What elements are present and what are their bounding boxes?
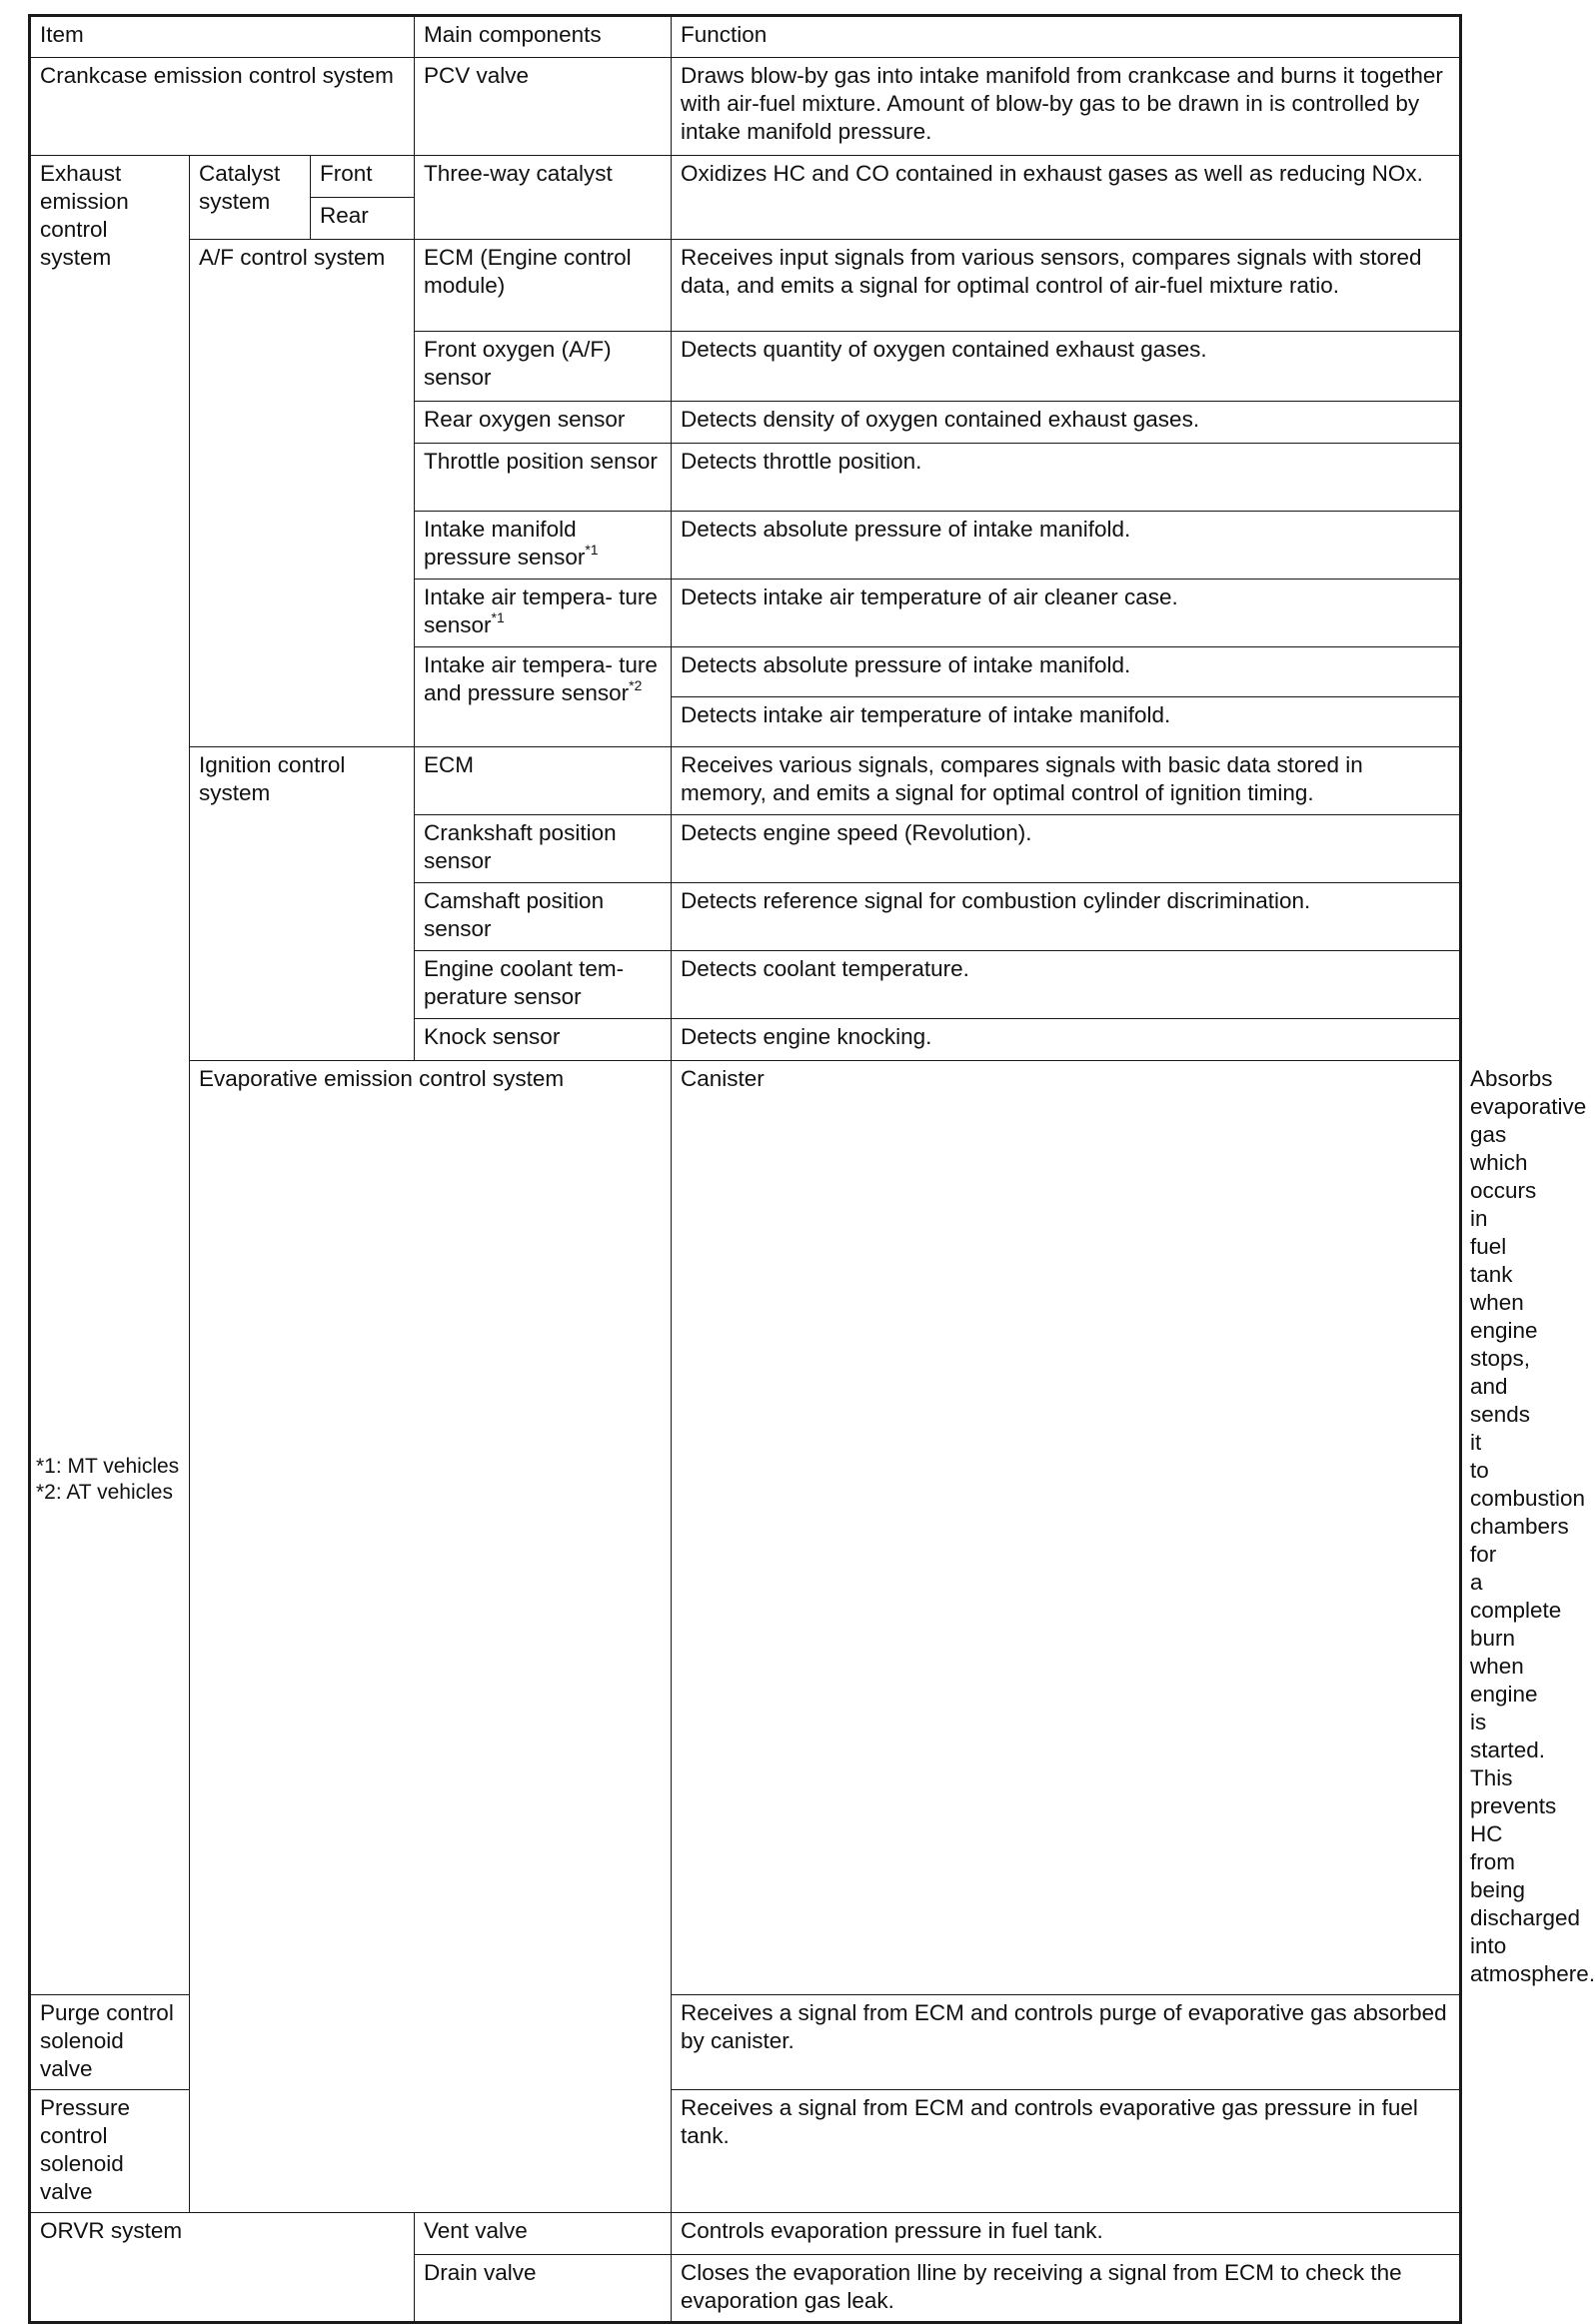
- function-cell: Closes the evaporation lline by receiving a signal from ECM to check the evaporation gas leak.: [672, 2255, 1461, 2323]
- function-cell: Detects engine knocking.: [672, 1019, 1461, 1061]
- component-cell: Purge control solenoid valve: [30, 1995, 190, 2090]
- function-cell: Receives various signals, compares signals with basic data stored in memory, and emits a signal for optimal control of ignition timing.: [672, 747, 1461, 815]
- table-row: [30, 240, 1461, 332]
- component-cell: Throttle position sensor: [415, 444, 672, 512]
- footnote-marker: *1: [491, 608, 505, 625]
- catalyst-front: Front: [311, 156, 415, 198]
- emission-control-table: [28, 14, 1595, 2324]
- component-cell: Three-way catalyst: [415, 156, 672, 240]
- component-cell: [415, 580, 672, 647]
- function-cell: Draws blow-by gas into intake manifold from crankcase and burns it together with air-fuel mixture. Amount of blow-by gas to be drawn in is controlled by intake manifold pressure.: [672, 58, 1461, 156]
- function-cell: Controls evaporation pressure in fuel tank.: [672, 2213, 1461, 2255]
- component-text: Intake air tempera- ture sensor: [424, 584, 658, 637]
- document-page: [28, 14, 1595, 2324]
- function-cell: Detects reference signal for combustion cylinder discrimination.: [672, 883, 1461, 951]
- item-crankcase: Crankcase emission control system: [30, 58, 415, 156]
- function-cell: Receives a signal from ECM and controls evaporative gas pressure in fuel tank.: [672, 2090, 1461, 2213]
- component-cell: Rear oxygen sensor: [415, 402, 672, 444]
- component-cell: ECM (Engine control module): [415, 240, 672, 332]
- component-cell: Crankshaft position sensor: [415, 815, 672, 883]
- subitem-af-control: A/F control system: [190, 240, 415, 747]
- function-cell: Detects quantity of oxygen contained exhaust gases.: [672, 332, 1461, 402]
- item-orvr: ORVR system: [30, 2213, 415, 2323]
- function-cell: Detects density of oxygen contained exhaust gases.: [672, 402, 1461, 444]
- footnote-marker: *2: [629, 676, 643, 693]
- function-cell: Receives a signal from ECM and controls purge of evaporative gas absorbed by canister.: [672, 1995, 1461, 2090]
- component-cell: [415, 647, 672, 747]
- component-text: Intake manifold pressure sensor: [424, 517, 586, 570]
- function-cell: Detects engine speed (Revolution).: [672, 815, 1461, 883]
- footnote-2: *2: AT vehicles: [36, 1481, 173, 1504]
- table-row: [30, 58, 1461, 156]
- component-cell: Knock sensor: [415, 1019, 672, 1061]
- header-main-components: Main components: [415, 16, 672, 58]
- table-row: [30, 747, 1461, 815]
- component-cell: Camshaft position sensor: [415, 883, 672, 951]
- header-item: Item: [30, 16, 415, 58]
- component-cell: Pressure control solenoid valve: [30, 2090, 190, 2213]
- item-evaporative: Evaporative emission control system: [190, 1061, 672, 2213]
- subitem-catalyst: Catalyst system: [190, 156, 311, 240]
- function-cell: Detects absolute pressure of intake manifold.: [672, 647, 1461, 697]
- table-header-row: [30, 16, 1461, 58]
- function-cell: Detects coolant temperature.: [672, 951, 1461, 1019]
- subitem-ignition-control: Ignition control system: [190, 747, 415, 1061]
- table-row: [30, 156, 1461, 198]
- component-cell: Drain valve: [415, 2255, 672, 2323]
- component-cell: Engine coolant tem- perature sensor: [415, 951, 672, 1019]
- function-cell: Oxidizes HC and CO contained in exhaust gases as well as reducing NOx.: [672, 156, 1461, 240]
- catalyst-rear: Rear: [311, 198, 415, 240]
- header-function: Function: [672, 16, 1461, 58]
- function-cell: Detects intake air temperature of intake manifold.: [672, 697, 1461, 747]
- component-cell: [415, 512, 672, 580]
- function-cell: Detects intake air temperature of air cleaner case.: [672, 580, 1461, 647]
- table-row: [30, 2213, 1461, 2255]
- footnote-1: *1: MT vehicles: [36, 1455, 180, 1478]
- component-cell: Front oxygen (A/F) sensor: [415, 332, 672, 402]
- footnotes: [36, 1454, 179, 1506]
- function-cell: Detects throttle position.: [672, 444, 1461, 512]
- component-cell: ECM: [415, 747, 672, 815]
- function-cell: Detects absolute pressure of intake manifold.: [672, 512, 1461, 580]
- component-cell: Canister: [672, 1061, 1461, 1995]
- footnote-marker: *1: [585, 541, 599, 558]
- component-cell: Vent valve: [415, 2213, 672, 2255]
- component-text: Intake air tempera- ture and pressure sensor: [424, 652, 658, 705]
- table-row: Evaporative emission control system Canister Absorbs evaporative gas which occurs in fuel tank when engine stops, and sends it to combustion chambers for a complete burn when engine is started. This prevents HC from being discharged into atmosphere.: [30, 1061, 1461, 1995]
- function-cell: Receives input signals from various sensors, compares signals with stored data, and emits a signal for optimal control of air-fuel mixture ratio.: [672, 240, 1461, 332]
- component-cell: PCV valve: [415, 58, 672, 156]
- item-exhaust: Exhaust emission control system: [30, 156, 190, 1995]
